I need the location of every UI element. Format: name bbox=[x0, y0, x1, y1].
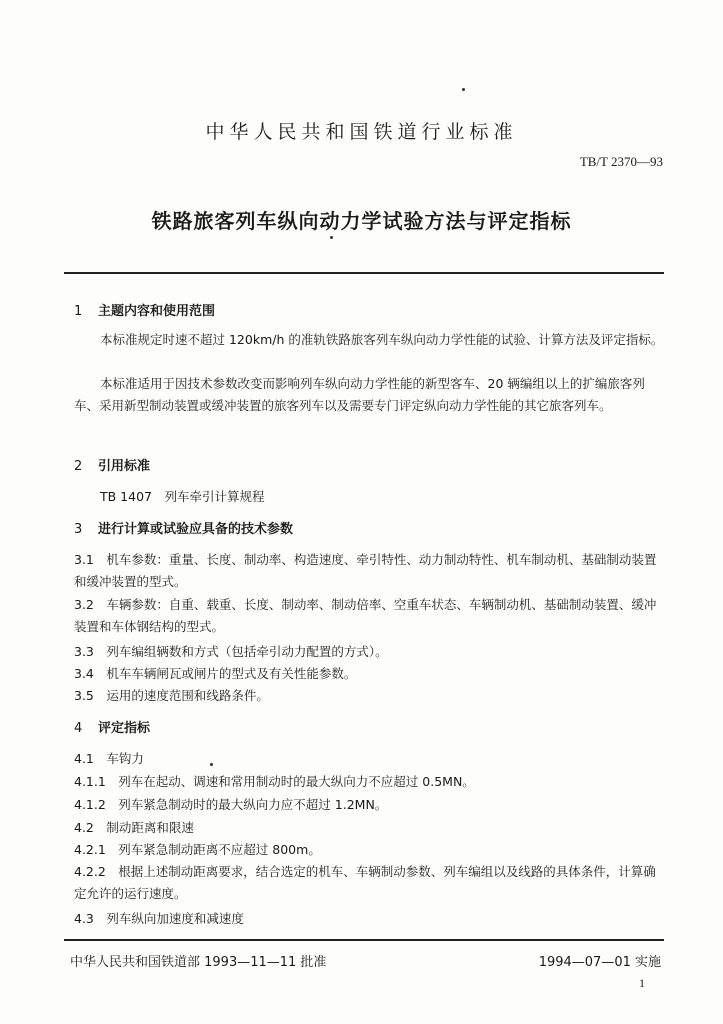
clause-4-2-1: 4.2.1 列车紧急制动距离不应超过 800m。 bbox=[74, 842, 321, 857]
effective-date: 1994—07—01 实施 bbox=[538, 955, 661, 970]
section-number: 4 bbox=[74, 721, 83, 736]
clause-3-5: 3.5 运用的速度范围和线路条件。 bbox=[74, 688, 269, 703]
section-title: 主题内容和使用范围 bbox=[98, 304, 216, 319]
clause-3-2: 3.2 车辆参数：自重、载重、长度、制动率、制动倍率、空重车状态、车辆制动机、基础制动装置、缓冲装置和车体钢结构的型式。 bbox=[74, 597, 657, 634]
footer-divider bbox=[64, 939, 664, 941]
section-1-paragraph-1: 本标准规定时速不超过 120km/h 的准轨铁路旅客列车纵向动力学性能的试验、计算方法及评定指标。 bbox=[100, 332, 664, 347]
clause-3-1: 3.1 机车参数：重量、长度、制动率、构造速度、牵引特性、动力制动特性、机车制动机、基础制动装置和缓冲装置的型式。 bbox=[74, 552, 657, 589]
section-1-paragraph-2: 本标准适用于因技术参数改变而影响列车纵向动力学性能的新型客车、20 辆编组以上的扩编旅客列车、采用新型制动装置或缓冲装置的旅客列车以及需要专门评定纵向动力学性能的其它旅客列车。 bbox=[74, 376, 645, 413]
clause-4-1-2: 4.1.2 列车紧急制动时的最大纵向力应不超过 1.2MN。 bbox=[74, 797, 388, 812]
scan-speck bbox=[462, 88, 465, 91]
header-divider bbox=[64, 272, 664, 274]
clause-4-1: 4.1 车钩力 bbox=[74, 751, 144, 766]
approval-line: 中华人民共和国铁道部 1993—11—11 批准 bbox=[70, 955, 327, 970]
clause-3-3: 3.3 列车编组辆数和方式（包括牵引动力配置的方式）。 bbox=[74, 644, 388, 659]
scan-speck bbox=[210, 763, 213, 766]
document-title: 铁路旅客列车纵向动力学试验方法与评定指标 bbox=[151, 209, 572, 233]
clause-4-3: 4.3 列车纵向加速度和减速度 bbox=[74, 911, 244, 926]
clause-3-4: 3.4 机车车辆闸瓦或闸片的型式及有关性能参数。 bbox=[74, 666, 357, 681]
reference-standard: TB 1407 列车牵引计算规程 bbox=[100, 489, 265, 504]
issuing-organization: 中华人民共和国铁道行业标准 bbox=[205, 121, 518, 143]
section-title: 评定指标 bbox=[98, 721, 151, 736]
page-number: 1 bbox=[639, 976, 645, 990]
scan-speck bbox=[330, 236, 333, 239]
section-number: 3 bbox=[74, 522, 83, 537]
standard-code: TB/T 2370—93 bbox=[579, 154, 663, 169]
section-number: 2 bbox=[74, 459, 83, 474]
clause-4-2-2: 4.2.2 根据上述制动距离要求，结合选定的机车、车辆制动参数、列车编组以及线路的具体条件，计算确定允许的运行速度。 bbox=[74, 864, 656, 901]
clause-4-1-1: 4.1.1 列车在起动、调速和常用制动时的最大纵向力不应超过 0.5MN。 bbox=[74, 774, 475, 789]
section-3-heading bbox=[74, 518, 293, 537]
clause-4-2: 4.2 制动距离和限速 bbox=[74, 820, 194, 835]
section-4-heading bbox=[74, 717, 150, 736]
section-2-heading bbox=[74, 455, 150, 474]
section-number: 1 bbox=[74, 304, 83, 319]
section-title: 引用标准 bbox=[98, 459, 151, 474]
section-title: 进行计算或试验应具备的技术参数 bbox=[98, 522, 294, 537]
section-1-heading bbox=[74, 300, 215, 319]
